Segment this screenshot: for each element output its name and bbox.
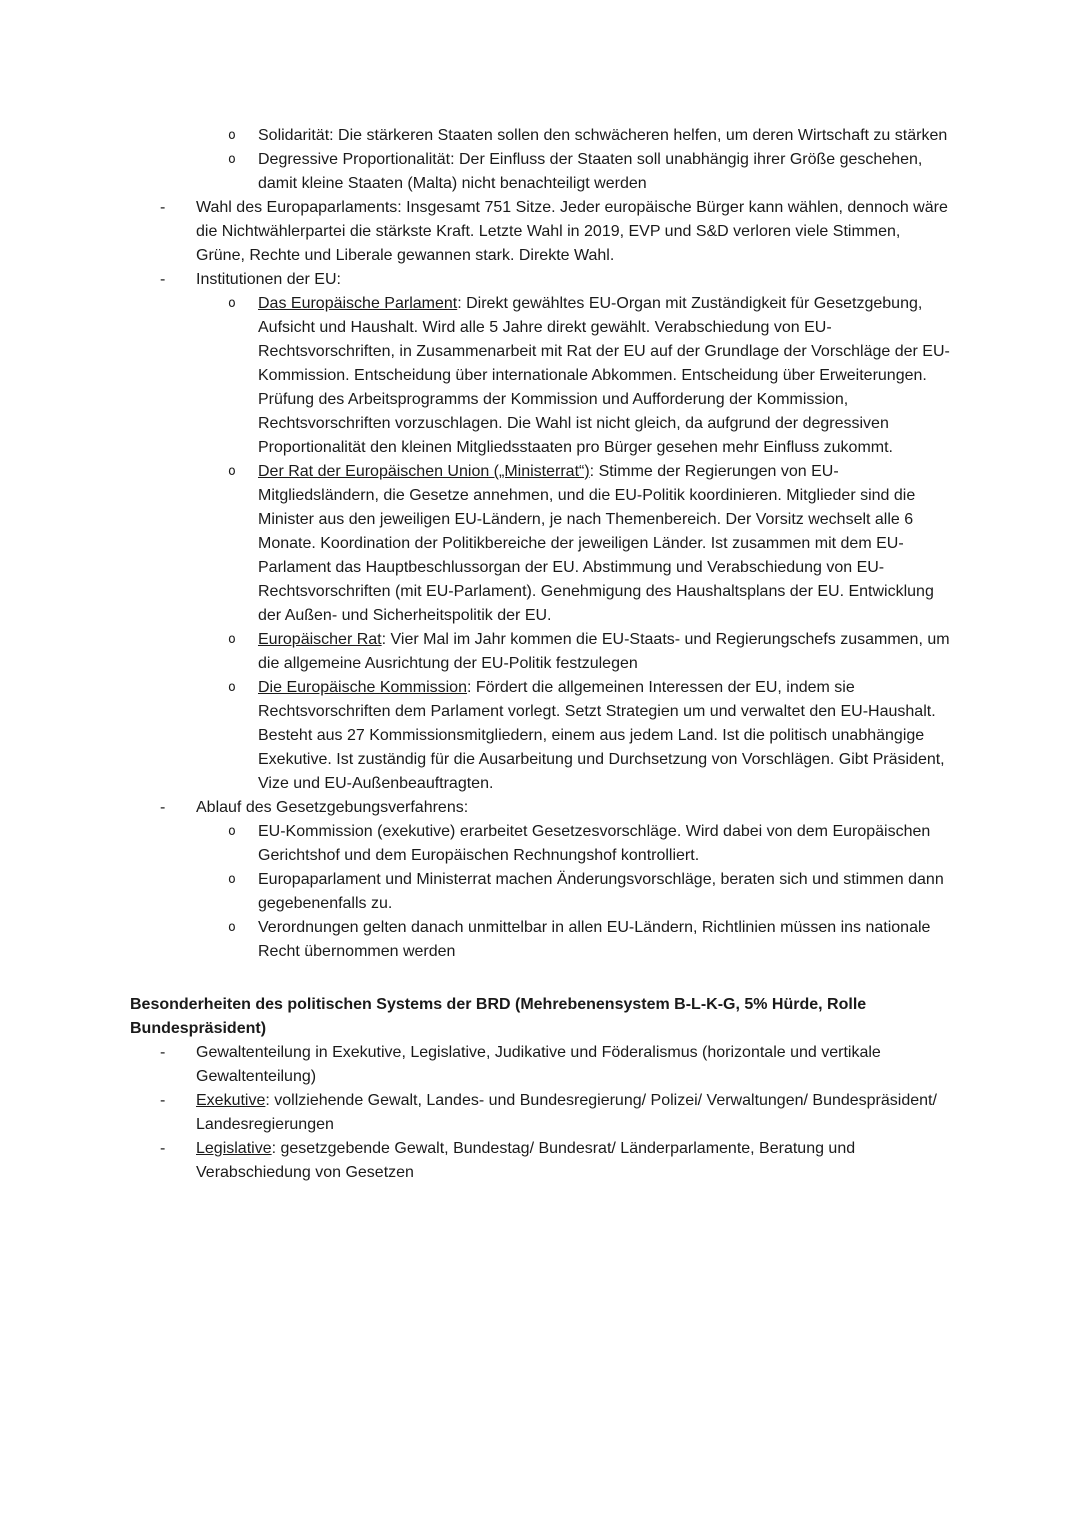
list-item — [130, 268, 950, 292]
list-item-body: Solidarität: Die stärkeren Staaten sollen den schwächeren helfen, um deren Wirtschaft zu stärken — [258, 127, 948, 144]
circle-bullet-icon: o — [228, 128, 236, 143]
circle-bullet-icon: o — [228, 680, 236, 695]
list-item-body: : Vier Mal im Jahr kommen die EU-Staats- und Regierungschefs zusammen, um die allgemeine Ausrichtung der EU-Politik festzulegen — [258, 631, 950, 672]
list-item — [130, 628, 950, 676]
list-item-body: Degressive Proportionalität: Der Einfluss der Staaten soll unabhängig ihrer Größe geschehen, damit kleine Staaten (Malta) nicht benachteiligt werden — [258, 151, 923, 192]
list-item-body: : vollziehende Gewalt, Landes- und Bundesregierung/ Polizei/ Verwaltungen/ Bundespräsident/ Landesregierungen — [196, 1092, 937, 1133]
list-item-body: EU-Kommission (exekutive) erarbeitet Gesetzesvorschläge. Wird dabei von dem Europäischen Gerichtshof und dem Europäischen Rechnungshof kontrolliert. — [258, 823, 931, 864]
list-item-label: Europäischer Rat — [258, 631, 382, 648]
circle-bullet-icon: o — [228, 464, 236, 479]
list-item-body: : Direkt gewähltes EU-Organ mit Zuständigkeit für Gesetzgebung, Aufsicht und Haushalt. Wird alle 5 Jahre direkt gewählt. Verabschiedung von EU-Rechtsvorschriften, in Zusammenarbeit mit Rat der EU auf der Grundlage der Vorschläge der EU-Kommission. Entscheidung über internationale Abkommen. Entscheidung über Erweiterungen. Prüfung des Arbeitsprogramms der Kommission und Aufforderung der Kommission, Rechtsvorschriften vorzuschlagen. Die Wahl ist nicht gleich, da aufgrund der degressiven Proportionalität den kleinen Mitgliedsstaaten pro Bürger gesehen mehr Einfluss zukommt. — [258, 295, 950, 456]
list-item-body: : Stimme der Regierungen von EU-Mitgliedsländern, die Gesetze annehmen, und die EU-Politik koordinieren. Mitglieder sind die Minister aus den jeweiligen EU-Ländern, je nach Themenbereich. Der Vorsitz wechselt alle 6 Monate. Koordination der Politikbereiche der jeweiligen Länder. Ist zusammen mit dem EU-Parlament das Hauptbeschlussorgan der EU. Abstimmung und Verabschiedung von EU-Rechtsvorschriften (mit EU-Parlament). Genehmigung des Haushaltsplans der EU. Entwicklung der Außen- und Sicherheitspolitik der EU. — [258, 463, 934, 624]
section-heading: Besonderheiten des politischen Systems der BRD (Mehrebenensystem B-L-K-G, 5% Hürde, Rolle Bundespräsident) — [130, 996, 867, 1037]
dash-bullet-icon: - — [160, 271, 166, 288]
dash-bullet-icon: - — [160, 199, 166, 216]
list-item-text — [258, 868, 950, 916]
list-item — [130, 676, 950, 796]
list-item-body: Institutionen der EU: — [196, 271, 341, 288]
list-item — [130, 148, 950, 196]
dash-bullet-icon: - — [160, 1044, 166, 1061]
list-item-text — [258, 124, 950, 148]
list-item-label: Legislative — [196, 1140, 272, 1157]
list-item — [130, 1137, 950, 1185]
list-item-text — [196, 1137, 950, 1185]
list-item — [130, 868, 950, 916]
list-item-body: Ablauf des Gesetzgebungsverfahrens: — [196, 799, 469, 816]
list-item-label: Exekutive — [196, 1092, 266, 1109]
list-item-body: : Fördert die allgemeinen Interessen der EU, indem sie Rechtsvorschriften dem Parlament vorlegt. Setzt Strategien um und verwaltet den EU-Haushalt. Besteht aus 27 Kommissionsmitgliedern, einem aus jedem Land. Ist die politisch unabhängige Exekutive. Ist zuständig für die Ausarbeitung und Durchsetzung von Vorschlägen. Gibt Präsident, Vize und EU-Außenbeauftragten. — [258, 679, 945, 792]
list-item — [130, 916, 950, 964]
list-item — [130, 796, 950, 820]
list-item-body: Gewaltenteilung in Exekutive, Legislative, Judikative und Föderalismus (horizontale und vertikale Gewaltenteilung) — [196, 1044, 881, 1085]
list-item — [130, 820, 950, 868]
dash-bullet-icon: - — [160, 1092, 166, 1109]
list-item-text — [258, 916, 950, 964]
list-item — [130, 460, 950, 628]
dash-bullet-icon: - — [160, 1140, 166, 1157]
list-item-body: Wahl des Europaparlaments: Insgesamt 751 Sitze. Jeder europäische Bürger kann wählen, dennoch wäre die Nichtwählerpartei die stärkste Kraft. Letzte Wahl in 2019, EVP und S&D verloren viele Stimmen, Grüne, Rechte und Liberale gewannen stark. Direkte Wahl. — [196, 199, 948, 264]
list-item-text — [258, 820, 950, 868]
circle-bullet-icon: o — [228, 152, 236, 167]
list-item — [130, 196, 950, 268]
list-item-body: : gesetzgebende Gewalt, Bundestag/ Bundesrat/ Länderparlamente, Beratung und Verabschiedung von Gesetzen — [196, 1140, 856, 1181]
circle-bullet-icon: o — [228, 920, 236, 935]
list-item-label: Die Europäische Kommission — [258, 679, 467, 696]
document-content — [130, 124, 950, 1185]
list-item-text — [196, 1041, 950, 1089]
list-item — [130, 1089, 950, 1137]
list-item-text — [258, 292, 950, 460]
list-item-text — [258, 676, 950, 796]
list-item-body: Verordnungen gelten danach unmittelbar in allen EU-Ländern, Richtlinien müssen ins nationale Recht übernommen werden — [258, 919, 931, 960]
list-item-text — [258, 460, 950, 628]
circle-bullet-icon: o — [228, 824, 236, 839]
list-item-label: Das Europäische Parlament — [258, 295, 458, 312]
list-item-text — [196, 1089, 950, 1137]
list-item-label: Der Rat der Europäischen Union („Ministerrat“) — [258, 463, 590, 480]
dash-bullet-icon: - — [160, 799, 166, 816]
list-item — [130, 124, 950, 148]
circle-bullet-icon: o — [228, 296, 236, 311]
list-item-text — [258, 148, 950, 196]
circle-bullet-icon: o — [228, 632, 236, 647]
circle-bullet-icon: o — [228, 872, 236, 887]
list-item-text — [196, 268, 950, 292]
list-item-text — [196, 796, 950, 820]
list-item-body: Europaparlament und Ministerrat machen Änderungsvorschläge, beraten sich und stimmen dann gegebenenfalls zu. — [258, 871, 944, 912]
list-item-text — [258, 628, 950, 676]
list-item — [130, 1041, 950, 1089]
list-item — [130, 292, 950, 460]
list-item-text — [196, 196, 950, 268]
